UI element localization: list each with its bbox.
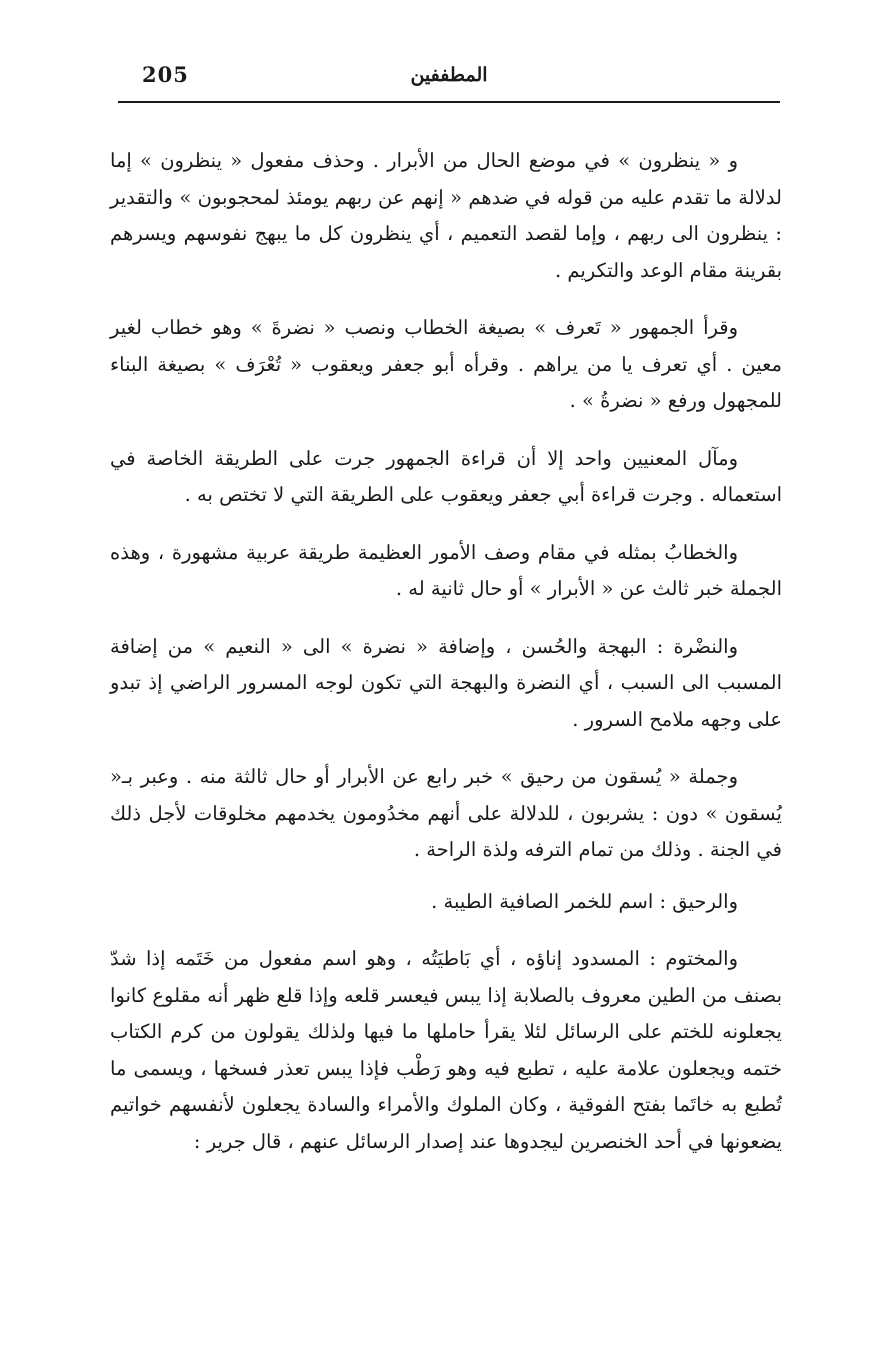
- paragraph-alrahiq: والرحيق : اسم للخمر الصافية الطيبة .: [431, 889, 738, 913]
- paragraph-yanzurun: و « ينظرون » في موضع الحال من الأبرار . وحذف مفعول « ينظرون » إما لدلالة ما تقدم عليه من قوله في ضدهم « إنهم عن ربهم يومئذ لمحجوبون » والتقدير : ينظرون الى ربهم ، وإما لقصد التعميم ، أي ينظرون كل ما يبهج نفوسهم ويسرهم بقرينة مقام الوعد والتكريم .: [110, 149, 782, 282]
- page-header: [118, 60, 780, 96]
- running-title: المطففين: [410, 64, 488, 86]
- paragraph-alkhitab: والخطابُ بمثله في مقام وصف الأمور العظيمة طريقة عربية مشهورة ، وهذه الجملة خبر ثالث عن « الأبرار » أو حال ثانية له .: [110, 540, 782, 600]
- paragraph-qiraat-taarif: وقرأ الجمهور « تَعرف » بصيغة الخطاب ونصب « نضرةَ » وهو خطاب لغير معين . أي تعرف يا من يراهم . وقرأه أبو جعفر ويعقوب « تُعْرَف » بصيغة البناء للمجهول ورفع « نضرةُ » .: [110, 316, 782, 412]
- paragraph-yusqawn: وجملة « يُسقون من رحيق » خبر رابع عن الأبرار أو حال ثالثة منه . وعبر بـ« يُسقون » دون : يشربون ، للدلالة على أنهم مخدُومون يخدمهم مخلوقات لأجل ذلك في الجنة . وذلك من تمام الترفه ولذة الراحة .: [110, 765, 782, 861]
- paragraph-alnadra: والنضْرة : البهجة والحُسن ، وإضافة « نضرة » الى « النعيم » من إضافة المسبب الى السبب ، أي النضرة والبهجة التي تكون لوجه المسرور الراضي إذ تبدو على وجهه ملامح السرور .: [110, 634, 782, 731]
- header-divider: [118, 101, 780, 103]
- page-number: 205: [142, 62, 189, 87]
- body-text: [110, 143, 782, 1181]
- paragraph-almakhtum: والمختوم : المسدود إناؤه ، أي بَاطيَتُه ، وهو اسم مفعول من خَتَمه إذا شدّ بصنف من الطين معروف بالصلابة إذا يبس فيعسر قلعه وإذا قلع ظهر أنه مقلوع كانوا يجعلونه للختم على الرسائل لئلا يقرأ حاملها ما فيها ولذلك يقولون من كرم الكتاب ختمه ويجعلون علامة عليه ، تطبع فيه وهو رَطْب فإذا يبس تعذر فسخها ، ويسمى ما تُطبع به خاتَما بفتح الفوقية ، وكان الملوك والأمراء والسادة يجعلون لأنفسهم خواتيم يضعونها في أحد الخنصرين ليجدوها عند إصدار الرسائل عنهم ، قال جرير :: [110, 947, 782, 1153]
- paragraph-maal-almanayayn: ومآل المعنيين واحد إلا أن قراءة الجمهور جرت على الطريقة الخاصة في استعماله . وجرت قراءة أبي جعفر ويعقوب على الطريقة التي لا تختص به .: [110, 446, 782, 506]
